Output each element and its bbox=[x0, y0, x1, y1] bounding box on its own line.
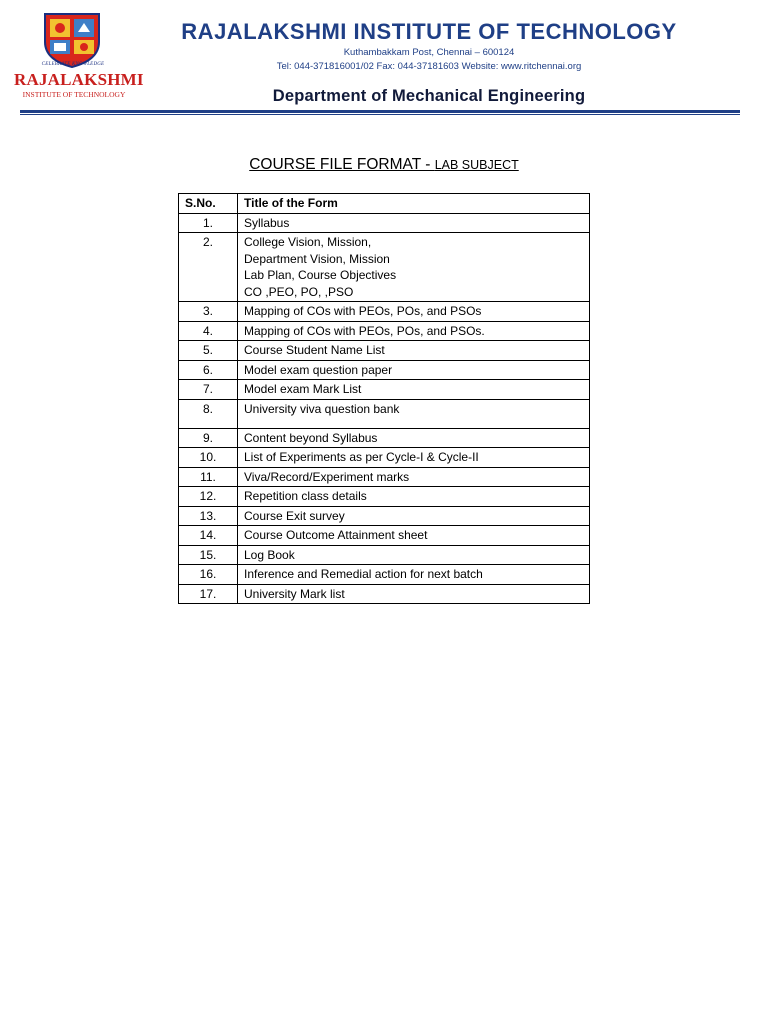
table-row bbox=[179, 341, 590, 361]
table-row bbox=[179, 428, 590, 448]
institute-name: RAJALAKSHMI INSTITUTE OF TECHNOLOGY bbox=[181, 19, 677, 44]
row-title: Mapping of COs with PEOs, POs, and PSOs bbox=[238, 302, 590, 322]
logo-name: RAJALAKSHMI bbox=[14, 70, 144, 89]
row-sno: 12. bbox=[179, 487, 238, 507]
row-sno: 3. bbox=[179, 302, 238, 322]
table-row bbox=[179, 565, 590, 585]
row-title: Mapping of COs with PEOs, POs, and PSOs. bbox=[238, 321, 590, 341]
table-row bbox=[179, 380, 590, 400]
row-title: University viva question bank bbox=[238, 399, 590, 428]
row-sno: 16. bbox=[179, 565, 238, 585]
logo-motto: CELEBRATE KNOWLEDGE bbox=[41, 62, 105, 67]
row-sno: 15. bbox=[179, 545, 238, 565]
row-sno: 13. bbox=[179, 506, 238, 526]
table-row bbox=[179, 321, 590, 341]
table-row bbox=[179, 360, 590, 380]
institute-logo bbox=[14, 10, 144, 99]
row-sno: 8. bbox=[179, 399, 238, 428]
table-row bbox=[179, 233, 590, 302]
course-file-table bbox=[178, 193, 590, 604]
table-row bbox=[179, 467, 590, 487]
table-row bbox=[179, 487, 590, 507]
row-title: University Mark list bbox=[238, 584, 590, 604]
table-row bbox=[179, 545, 590, 565]
row-sno: 9. bbox=[179, 428, 238, 448]
row-title: Inference and Remedial action for next batch bbox=[238, 565, 590, 585]
row-sno: 10. bbox=[179, 448, 238, 468]
header-divider-thin bbox=[20, 114, 740, 115]
row-title: Model exam question paper bbox=[238, 360, 590, 380]
header-title: Title of the Form bbox=[238, 194, 590, 214]
document-title bbox=[178, 156, 590, 174]
row-sno: 1. bbox=[179, 213, 238, 233]
row-sno: 14. bbox=[179, 526, 238, 546]
row-sno: 5. bbox=[179, 341, 238, 361]
shield-emblem-icon bbox=[41, 12, 103, 68]
row-title: Content beyond Syllabus bbox=[238, 428, 590, 448]
row-sno: 6. bbox=[179, 360, 238, 380]
row-sno: 4. bbox=[179, 321, 238, 341]
table-row bbox=[179, 302, 590, 322]
row-sno: 2. bbox=[179, 233, 238, 302]
table-row bbox=[179, 399, 590, 428]
row-title: Viva/Record/Experiment marks bbox=[238, 467, 590, 487]
table-row bbox=[179, 584, 590, 604]
row-title: Course Exit survey bbox=[238, 506, 590, 526]
header-divider bbox=[20, 110, 740, 113]
row-title: Syllabus bbox=[238, 213, 590, 233]
row-title: Course Student Name List bbox=[238, 341, 590, 361]
row-sno: 11. bbox=[179, 467, 238, 487]
logo-subtitle: INSTITUTE OF TECHNOLOGY bbox=[22, 90, 126, 99]
row-title: College Vision, Mission, Department Vision, Mission Lab Plan, Course Objectives CO ,PEO, PO, ,PSO bbox=[238, 233, 590, 302]
row-title: Repetition class details bbox=[238, 487, 590, 507]
row-title: Log Book bbox=[238, 545, 590, 565]
row-sno: 7. bbox=[179, 380, 238, 400]
header-sno: S.No. bbox=[179, 194, 238, 214]
row-sno: 17. bbox=[179, 584, 238, 604]
document-title-sub: LAB SUBJECT bbox=[434, 158, 519, 172]
institute-address: Kuthambakkam Post, Chennai – 600124 bbox=[343, 47, 515, 58]
row-title: List of Experiments as per Cycle-I & Cycle-II bbox=[238, 448, 590, 468]
row-title: Course Outcome Attainment sheet bbox=[238, 526, 590, 546]
institute-contact: Tel: 044-371816001/02 Fax: 044-37181603 Website: www.ritchennai.org bbox=[276, 61, 582, 72]
document-title-main: COURSE FILE FORMAT - bbox=[249, 156, 435, 173]
table-header-row bbox=[179, 194, 590, 214]
table-row bbox=[179, 448, 590, 468]
table-row bbox=[179, 526, 590, 546]
table-row bbox=[179, 213, 590, 233]
row-title: Model exam Mark List bbox=[238, 380, 590, 400]
department-name: Department of Mechanical Engineering bbox=[272, 87, 586, 105]
table-row bbox=[179, 506, 590, 526]
